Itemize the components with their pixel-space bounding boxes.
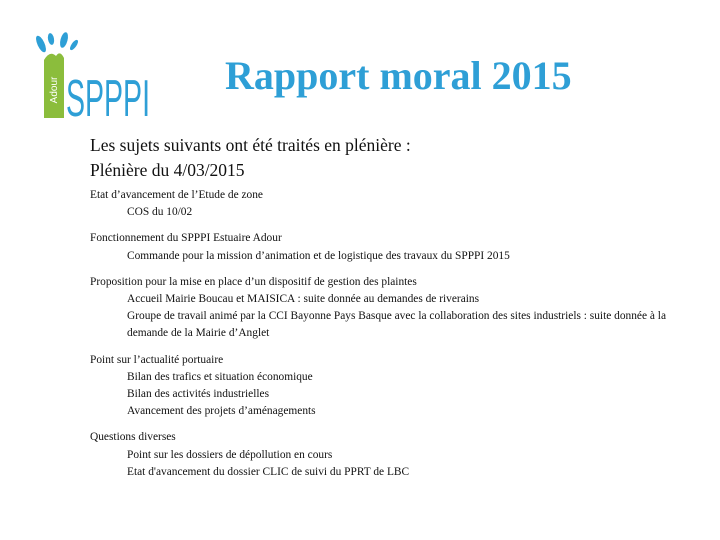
section-heading: Fonctionnement du SPPPI Estuaire Adour [90, 232, 282, 245]
section-heading: Proposition pour la mise en place d’un dispositif de gestion des plaintes [90, 275, 417, 288]
section-etude-zone [90, 187, 702, 221]
section-heading: Point sur l’actualité portuaire [90, 353, 224, 366]
section-actualite-portuaire [90, 352, 702, 421]
agenda-sections [90, 187, 702, 490]
section-item: Commande pour la mission d’animation et de logistique des travaux du SPPPI 2015 [127, 249, 510, 262]
section-item: Point sur les dossiers de dépollution en cours [127, 448, 333, 461]
section-item: Avancement des projets d’aménagements [127, 405, 316, 418]
section-heading: Etat d’avancement de l’Etude de zone [90, 189, 263, 201]
section-questions-diverses [90, 429, 702, 481]
logo-side-text: Adour [49, 76, 60, 104]
section-item: Bilan des activités industrielles [127, 388, 270, 401]
section-item: Bilan des trafics et situation économique [127, 370, 313, 383]
spppi-logo [30, 30, 160, 128]
plenary-date: Plénière du 4/03/2015 [90, 160, 245, 180]
section-heading: Questions diverses [90, 431, 176, 444]
logo-text: SPPPI [66, 70, 150, 128]
section-plaintes [90, 274, 702, 343]
intro [90, 133, 411, 183]
section-item: Groupe de travail animé par la CCI Bayonne Pays Basque avec la collaboration des sites industriels : suite donnée à la demande de la Mairie d’Anglet [127, 310, 667, 340]
section-item: Accueil Mairie Boucau et MAISICA : suite donnée au demandes de riverains [127, 293, 480, 306]
section-fonctionnement [90, 230, 702, 264]
intro-line: Les sujets suivants ont été traités en plénière : [90, 135, 411, 155]
section-item: Etat d'avancement du dossier CLIC de suivi du PPRT de LBC [127, 465, 410, 478]
section-item: COS du 10/02 [127, 206, 193, 219]
page-title: Rapport moral 2015 [225, 53, 572, 98]
